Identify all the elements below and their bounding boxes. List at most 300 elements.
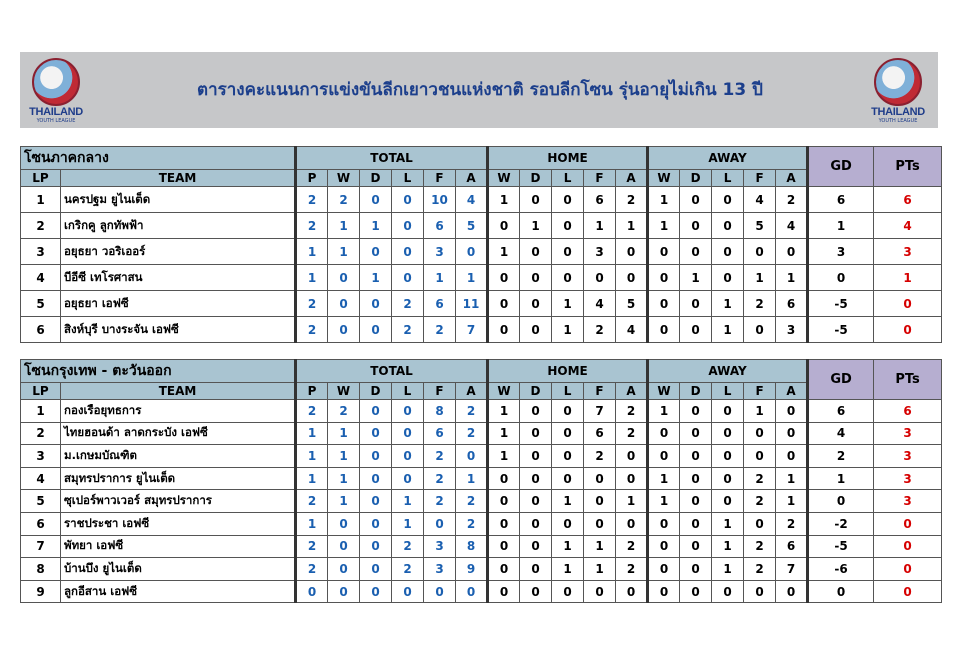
total-stat-cell: 1 [296,265,328,291]
position-cell: 2 [21,422,61,445]
table-row [21,187,942,213]
away-stat-cell: 0 [776,422,808,445]
team-header: TEAM [61,170,296,187]
away-stat-cell: 0 [680,490,712,513]
home-stat-cell: 0 [616,239,648,265]
table-row [21,535,942,558]
home-stat-cell: 0 [552,213,584,239]
away-stat-cell: 0 [680,535,712,558]
total-stat-cell: 1 [392,490,424,513]
away-stat-cell: 1 [648,490,680,513]
team-name-cell: บ้านบึง ยูไนเต็ด [61,558,296,581]
away-stat-cell: 1 [712,317,744,343]
total-stat-cell: 0 [360,445,392,468]
away-stat-cell: 0 [712,239,744,265]
total-stat-cell: 1 [328,239,360,265]
home-col-header: W [488,170,520,187]
total-stat-cell: 1 [360,213,392,239]
table-row [21,265,942,291]
total-col-header: W [328,170,360,187]
team-name-cell: นครปฐม ยูไนเต็ด [61,187,296,213]
team-name-cell: สมุทรปราการ ยูไนเต็ด [61,467,296,490]
away-stat-cell: 0 [680,445,712,468]
thailand-youth-league-logo [864,56,932,124]
lp-header: LP [21,383,61,400]
home-stat-cell: 3 [584,239,616,265]
logo-text: THAILAND [871,106,925,118]
home-stat-cell: 0 [616,467,648,490]
home-stat-cell: 0 [584,490,616,513]
home-header: HOME [488,360,648,383]
total-col-header: L [392,170,424,187]
points-cell: 6 [874,400,942,423]
total-stat-cell: 1 [360,265,392,291]
home-stat-cell: 0 [520,558,552,581]
team-name-cell: พัทยา เอฟซี [61,535,296,558]
home-stat-cell: 0 [520,580,552,603]
total-stat-cell: 2 [424,490,456,513]
home-stat-cell: 0 [584,265,616,291]
away-stat-cell: 1 [680,265,712,291]
home-stat-cell: 2 [584,445,616,468]
away-stat-cell: 2 [744,558,776,581]
total-stat-cell: 1 [328,490,360,513]
team-name-cell: เกริกคู ลูกทัพฟ้า [61,213,296,239]
away-stat-cell: 1 [744,265,776,291]
away-header: AWAY [648,147,808,170]
goal-difference-cell: -5 [808,291,874,317]
total-stat-cell: 0 [392,467,424,490]
total-stat-cell: 1 [392,512,424,535]
home-stat-cell: 1 [488,445,520,468]
home-stat-cell: 1 [488,422,520,445]
table-row [21,317,942,343]
away-stat-cell: 4 [776,213,808,239]
team-name-cell: บีอีซี เทโรศาสน [61,265,296,291]
away-stat-cell: 0 [648,265,680,291]
away-col-header: A [776,383,808,400]
total-stat-cell: 10 [424,187,456,213]
table-row [21,512,942,535]
total-stat-cell: 6 [424,422,456,445]
total-stat-cell: 0 [392,580,424,603]
total-stat-cell: 2 [392,291,424,317]
total-stat-cell: 2 [424,445,456,468]
position-cell: 4 [21,265,61,291]
home-stat-cell: 6 [584,422,616,445]
position-cell: 1 [21,187,61,213]
position-cell: 7 [21,535,61,558]
table-row [21,445,942,468]
home-stat-cell: 0 [584,467,616,490]
total-col-header: D [360,170,392,187]
total-stat-cell: 2 [296,291,328,317]
away-col-header: A [776,170,808,187]
total-stat-cell: 0 [392,265,424,291]
zone-name: โซนภาคกลาง [21,147,296,170]
home-stat-cell: 4 [616,317,648,343]
total-stat-cell: 0 [328,535,360,558]
home-stat-cell: 0 [520,291,552,317]
away-stat-cell: 0 [648,512,680,535]
table-row [21,490,942,513]
total-stat-cell: 0 [360,317,392,343]
away-stat-cell: 0 [648,317,680,343]
home-stat-cell: 0 [488,317,520,343]
total-col-header: F [424,170,456,187]
away-stat-cell: 0 [776,239,808,265]
points-cell: 3 [874,445,942,468]
table-row [21,422,942,445]
home-stat-cell: 2 [616,422,648,445]
total-stat-cell: 0 [360,535,392,558]
total-stat-cell: 1 [296,422,328,445]
total-stat-cell: 1 [328,445,360,468]
table-row [21,580,942,603]
home-stat-cell: 7 [584,400,616,423]
home-stat-cell: 1 [552,558,584,581]
away-stat-cell: 0 [712,213,744,239]
away-col-header: F [744,383,776,400]
total-stat-cell: 0 [328,265,360,291]
away-stat-cell: 0 [680,213,712,239]
points-cell: 0 [874,512,942,535]
away-stat-cell: 0 [648,535,680,558]
home-stat-cell: 0 [616,580,648,603]
away-stat-cell: 0 [744,512,776,535]
page-title: ตารางคะแนนการแข่งขันลีกเยาวชนแห่งชาติ รอบลีกโซน รุ่นอายุไม่เกิน 13 ปี [197,80,763,100]
away-stat-cell: 0 [712,265,744,291]
home-stat-cell: 1 [552,291,584,317]
team-name-cell: กองเรือยุทธการ [61,400,296,423]
away-stat-cell: 1 [648,213,680,239]
away-stat-cell: 2 [744,467,776,490]
away-stat-cell: 0 [776,445,808,468]
total-stat-cell: 0 [392,239,424,265]
total-stat-cell: 0 [360,467,392,490]
away-stat-cell: 0 [680,467,712,490]
away-stat-cell: 0 [744,422,776,445]
home-stat-cell: 1 [552,535,584,558]
goal-difference-cell: 1 [808,467,874,490]
team-name-cell: อยุธยา วอริเออร์ [61,239,296,265]
position-cell: 6 [21,512,61,535]
home-stat-cell: 0 [520,400,552,423]
home-stat-cell: 0 [552,422,584,445]
total-stat-cell: 2 [296,490,328,513]
home-stat-cell: 0 [520,265,552,291]
points-cell: 3 [874,239,942,265]
away-stat-cell: 6 [776,535,808,558]
total-stat-cell: 9 [456,558,488,581]
goal-difference-cell: -5 [808,317,874,343]
total-stat-cell: 0 [392,187,424,213]
away-stat-cell: 0 [712,400,744,423]
total-stat-cell: 0 [360,490,392,513]
position-cell: 3 [21,239,61,265]
total-stat-cell: 11 [456,291,488,317]
table-row [21,213,942,239]
total-stat-cell: 0 [392,445,424,468]
home-stat-cell: 2 [616,558,648,581]
logo-subtext: YOUTH LEAGUE [878,118,918,124]
goal-difference-cell: 6 [808,187,874,213]
team-name-cell: ซุเปอร์พาวเวอร์ สมุทรปราการ [61,490,296,513]
team-name-cell: ลูกอีสาน เอฟซี [61,580,296,603]
goal-difference-cell: 0 [808,490,874,513]
home-stat-cell: 0 [552,187,584,213]
team-name-cell: ม.เกษมบัณฑิต [61,445,296,468]
away-stat-cell: 6 [776,291,808,317]
home-col-header: F [584,170,616,187]
total-stat-cell: 0 [360,187,392,213]
away-stat-cell: 0 [712,580,744,603]
away-stat-cell: 0 [744,317,776,343]
home-stat-cell: 0 [520,490,552,513]
away-stat-cell: 4 [744,187,776,213]
total-stat-cell: 2 [328,400,360,423]
away-col-header: W [648,170,680,187]
points-cell: 3 [874,490,942,513]
goal-difference-cell: 0 [808,580,874,603]
away-stat-cell: 0 [712,445,744,468]
total-stat-cell: 1 [328,213,360,239]
home-stat-cell: 0 [616,445,648,468]
away-stat-cell: 0 [680,187,712,213]
total-stat-cell: 0 [328,291,360,317]
home-stat-cell: 0 [488,265,520,291]
away-col-header: D [680,170,712,187]
home-stat-cell: 0 [488,467,520,490]
total-stat-cell: 0 [456,445,488,468]
home-stat-cell: 2 [616,187,648,213]
away-stat-cell: 0 [776,580,808,603]
away-stat-cell: 0 [648,422,680,445]
away-stat-cell: 1 [776,490,808,513]
total-stat-cell: 6 [424,213,456,239]
total-stat-cell: 1 [296,512,328,535]
away-stat-cell: 2 [776,512,808,535]
total-stat-cell: 1 [328,467,360,490]
away-stat-cell: 0 [712,187,744,213]
away-stat-cell: 1 [648,187,680,213]
total-col-header: D [360,383,392,400]
goal-difference-cell: 0 [808,265,874,291]
total-stat-cell: 0 [360,239,392,265]
home-stat-cell: 0 [488,512,520,535]
away-stat-cell: 0 [680,558,712,581]
away-stat-cell: 1 [648,400,680,423]
table-row [21,239,942,265]
away-stat-cell: 2 [744,291,776,317]
total-header: TOTAL [296,360,488,383]
home-col-header: D [520,170,552,187]
total-col-header: P [296,170,328,187]
away-stat-cell: 2 [744,535,776,558]
home-stat-cell: 1 [584,558,616,581]
team-name-cell: สิงห์บุรี บางระจัน เอฟซี [61,317,296,343]
home-col-header: A [616,383,648,400]
home-stat-cell: 0 [552,239,584,265]
points-cell: 0 [874,558,942,581]
table-row [21,558,942,581]
gd-header: GD [808,147,874,187]
column-header-row [21,383,942,400]
points-cell: 6 [874,187,942,213]
total-stat-cell: 5 [456,213,488,239]
table-row [21,400,942,423]
away-stat-cell: 0 [648,291,680,317]
away-stat-cell: 0 [744,239,776,265]
home-stat-cell: 1 [488,400,520,423]
away-stat-cell: 0 [712,467,744,490]
away-stat-cell: 2 [744,490,776,513]
home-stat-cell: 0 [488,213,520,239]
position-cell: 5 [21,490,61,513]
away-stat-cell: 0 [744,580,776,603]
home-stat-cell: 1 [584,213,616,239]
home-stat-cell: 0 [520,535,552,558]
group-header-row [21,360,942,383]
goal-difference-cell: -6 [808,558,874,581]
position-cell: 5 [21,291,61,317]
home-stat-cell: 0 [488,291,520,317]
total-stat-cell: 2 [392,535,424,558]
goal-difference-cell: 3 [808,239,874,265]
away-stat-cell: 3 [776,317,808,343]
points-cell: 1 [874,265,942,291]
total-stat-cell: 0 [328,512,360,535]
away-col-header: L [712,383,744,400]
home-stat-cell: 2 [616,535,648,558]
total-stat-cell: 2 [296,213,328,239]
total-stat-cell: 2 [456,400,488,423]
points-cell: 0 [874,535,942,558]
away-stat-cell: 1 [776,467,808,490]
away-stat-cell: 1 [776,265,808,291]
home-stat-cell: 0 [584,580,616,603]
away-stat-cell: 0 [648,580,680,603]
away-stat-cell: 0 [680,239,712,265]
total-header: TOTAL [296,147,488,170]
page-header [20,52,938,128]
points-cell: 4 [874,213,942,239]
total-stat-cell: 3 [424,535,456,558]
away-col-header: L [712,170,744,187]
away-col-header: W [648,383,680,400]
total-stat-cell: 2 [296,558,328,581]
standings-table-central [20,146,942,343]
total-stat-cell: 4 [456,187,488,213]
goal-difference-cell: -5 [808,535,874,558]
goal-difference-cell: -2 [808,512,874,535]
goal-difference-cell: 6 [808,400,874,423]
total-stat-cell: 2 [296,317,328,343]
away-stat-cell: 0 [680,512,712,535]
total-stat-cell: 2 [296,535,328,558]
away-stat-cell: 0 [712,422,744,445]
away-stat-cell: 1 [648,467,680,490]
home-stat-cell: 0 [552,265,584,291]
away-stat-cell: 0 [648,445,680,468]
total-stat-cell: 1 [296,467,328,490]
home-col-header: D [520,383,552,400]
total-stat-cell: 0 [392,422,424,445]
total-stat-cell: 0 [456,580,488,603]
table-row [21,291,942,317]
home-stat-cell: 0 [552,580,584,603]
total-stat-cell: 0 [360,580,392,603]
home-stat-cell: 2 [584,317,616,343]
total-stat-cell: 2 [296,400,328,423]
total-col-header: A [456,170,488,187]
away-stat-cell: 1 [712,291,744,317]
position-cell: 1 [21,400,61,423]
home-stat-cell: 1 [488,187,520,213]
home-stat-cell: 0 [488,558,520,581]
away-stat-cell: 0 [680,400,712,423]
total-stat-cell: 1 [456,467,488,490]
total-stat-cell: 3 [424,239,456,265]
total-stat-cell: 2 [328,187,360,213]
gd-header: GD [808,360,874,400]
position-cell: 2 [21,213,61,239]
away-stat-cell: 1 [744,400,776,423]
team-name-cell: อยุธยา เอฟซี [61,291,296,317]
home-col-header: A [616,170,648,187]
home-stat-cell: 0 [520,317,552,343]
home-stat-cell: 1 [552,490,584,513]
total-stat-cell: 0 [328,580,360,603]
home-stat-cell: 0 [520,187,552,213]
away-stat-cell: 0 [648,239,680,265]
total-stat-cell: 1 [456,265,488,291]
away-stat-cell: 1 [712,558,744,581]
total-stat-cell: 2 [392,558,424,581]
home-col-header: L [552,383,584,400]
total-stat-cell: 2 [424,317,456,343]
position-cell: 3 [21,445,61,468]
away-header: AWAY [648,360,808,383]
home-stat-cell: 0 [488,580,520,603]
group-header-row [21,147,942,170]
home-stat-cell: 2 [616,400,648,423]
total-stat-cell: 8 [424,400,456,423]
away-stat-cell: 0 [680,422,712,445]
away-stat-cell: 1 [712,512,744,535]
football-logo-icon [874,58,922,106]
home-stat-cell: 0 [552,445,584,468]
home-stat-cell: 6 [584,187,616,213]
total-col-header: L [392,383,424,400]
home-stat-cell: 4 [584,291,616,317]
away-stat-cell: 0 [744,445,776,468]
table-row [21,467,942,490]
total-stat-cell: 0 [392,213,424,239]
total-stat-cell: 2 [456,512,488,535]
points-cell: 0 [874,317,942,343]
goal-difference-cell: 1 [808,213,874,239]
total-stat-cell: 7 [456,317,488,343]
home-stat-cell: 0 [520,422,552,445]
total-col-header: A [456,383,488,400]
total-stat-cell: 1 [424,265,456,291]
home-stat-cell: 1 [520,213,552,239]
home-stat-cell: 0 [488,490,520,513]
total-stat-cell: 0 [424,512,456,535]
home-stat-cell: 0 [552,400,584,423]
total-stat-cell: 8 [456,535,488,558]
